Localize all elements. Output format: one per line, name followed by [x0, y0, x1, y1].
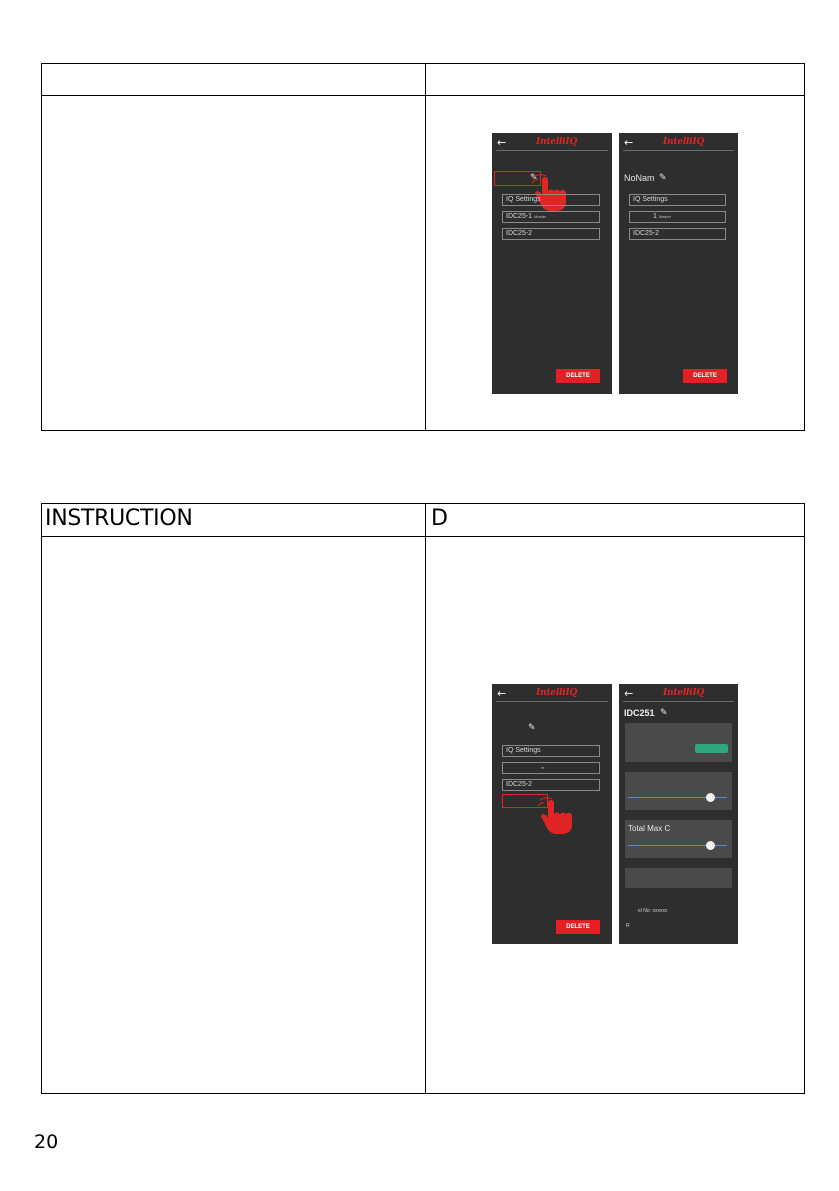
- toggle-switch[interactable]: [695, 744, 728, 753]
- delete-button[interactable]: DELETE: [683, 369, 727, 383]
- list-item-device-1[interactable]: IDC25-1 Master: [502, 211, 600, 223]
- toggle-card: [625, 723, 732, 762]
- list-item-device-1[interactable]: [502, 762, 600, 774]
- pencil-icon[interactable]: ✎: [530, 173, 538, 183]
- instruction-table-1: [41, 63, 805, 431]
- delete-button[interactable]: DELETE: [556, 369, 600, 383]
- serial-number: el No: xxxxxx: [638, 908, 668, 914]
- master-badge: Master: [658, 214, 672, 219]
- column-divider: [425, 64, 426, 430]
- list-item-iq-settings[interactable]: IQ Settings: [502, 194, 600, 206]
- phone-screen-4: [619, 684, 738, 944]
- arrow-left-icon[interactable]: ←: [497, 687, 507, 700]
- table-header: [42, 504, 804, 537]
- phone-screen-2: [619, 133, 738, 394]
- arrow-left-icon[interactable]: ←: [624, 136, 634, 149]
- device-name: IDC251: [624, 708, 655, 718]
- brand-logo: IntelliIQ: [536, 137, 578, 147]
- phone-screen-1: [492, 133, 612, 394]
- slider-card-1: [625, 772, 732, 810]
- slider-handle[interactable]: [706, 841, 715, 850]
- arrow-left-icon[interactable]: ←: [497, 136, 507, 149]
- list-item-iq-settings[interactable]: IQ Settings: [502, 745, 600, 757]
- header-rule: [623, 150, 734, 151]
- right-header: D: [431, 506, 448, 531]
- brand-logo: IntelliIQ: [663, 137, 705, 147]
- brand-logo: IntelliIQ: [536, 688, 578, 698]
- table-header: [42, 64, 804, 96]
- header-rule: [496, 701, 608, 702]
- list-item-device-2[interactable]: IDC25-2: [502, 228, 600, 240]
- pencil-icon[interactable]: ✎: [528, 723, 536, 733]
- list-item-iq-settings[interactable]: IQ Settings: [629, 194, 726, 206]
- list-item-device-2[interactable]: IDC25-2: [629, 228, 726, 240]
- pencil-icon[interactable]: ✎: [660, 708, 668, 718]
- instruction-table-2: [41, 503, 805, 1094]
- delete-button[interactable]: DELETE: [556, 920, 600, 934]
- info-card: [625, 868, 732, 888]
- slider-card-2: [625, 820, 732, 858]
- master-badge: Master: [534, 214, 547, 219]
- page-number: 20: [34, 1131, 59, 1153]
- footer-text: R: [626, 923, 630, 929]
- arrow-left-icon[interactable]: ←: [624, 687, 634, 700]
- header-rule: [496, 150, 608, 151]
- device-name: NoNam: [624, 173, 655, 183]
- column-divider: [425, 504, 426, 1093]
- list-item-device-2[interactable]: IDC25-2: [502, 779, 600, 791]
- pencil-icon[interactable]: ✎: [659, 173, 667, 183]
- header-rule: [623, 701, 734, 702]
- total-max-label: Total Max C: [628, 824, 671, 833]
- hand-pointer-icon: [538, 796, 582, 840]
- brand-logo: IntelliIQ: [663, 688, 705, 698]
- left-header: INSTRUCTION: [45, 506, 193, 531]
- slider-handle[interactable]: [706, 793, 715, 802]
- phone-screen-3: [492, 684, 612, 944]
- list-item-device-1[interactable]: 1 Master: [629, 211, 726, 223]
- master-badge: er: [541, 765, 545, 770]
